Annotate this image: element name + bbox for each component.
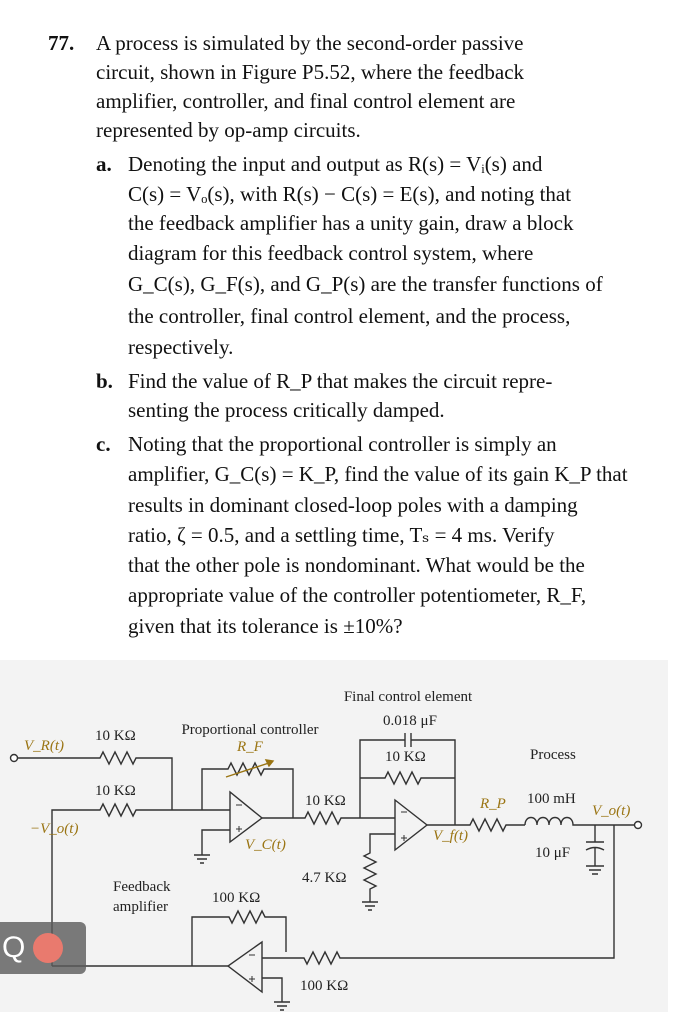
fce-input-resistor	[262, 812, 395, 824]
controller-opamp	[230, 792, 262, 842]
fce-opamp	[395, 800, 427, 850]
feedback-input-resistor-label: 100 KΩ	[300, 978, 349, 994]
part-a-line: the feedback amplifier has a unity gain, draw a block	[128, 211, 574, 235]
intro-line: circuit, shown in Figure P5.52, where the feedback	[96, 60, 525, 84]
part-c-line: that the other pole is nondominant. What would be the	[128, 553, 585, 577]
feedback-amplifier-label-2: amplifier	[113, 899, 168, 915]
part-c-line: amplifier, G_C(s) = K_P, find the value of its gain K_P that	[128, 462, 628, 486]
part-c-line: appropriate value of the controller potentiometer, R_F,	[128, 583, 587, 607]
part-c-label: c.	[96, 432, 111, 456]
problem-number: 77.	[48, 31, 75, 55]
process-capacitor-label: 10 μF	[535, 845, 571, 861]
inductor-label: 100 mH	[527, 791, 576, 807]
part-a-line: the controller, final control element, and the process,	[128, 304, 571, 328]
ground-resistor	[362, 834, 395, 910]
intro-line: A process is simulated by the second-order passive	[96, 31, 524, 55]
fce-input-resistor-label: 10 KΩ	[305, 793, 346, 809]
fce-feedback-resistor	[360, 772, 455, 784]
record-icon[interactable]	[33, 933, 63, 963]
part-c-line: Noting that the proportional controller is simply an	[128, 432, 557, 456]
input-resistor-1-label: 10 KΩ	[95, 728, 136, 744]
vo-terminal	[635, 822, 642, 829]
feedback-resistor-label: 100 KΩ	[212, 890, 261, 906]
vc-label: V_C(t)	[245, 837, 286, 853]
intro-line: amplifier, controller, and final control element are	[96, 89, 516, 113]
part-b-label: b.	[96, 369, 113, 393]
input-resistor-2-label: 10 KΩ	[95, 783, 136, 799]
proportional-controller-label: Proportional controller	[181, 722, 319, 738]
part-a-line: Denoting the input and output as R(s) = Vᵢ(s) and	[128, 152, 543, 176]
part-b-line: Find the value of R_P that makes the circuit repre-	[128, 369, 553, 393]
vo-label: V_o(t)	[592, 803, 631, 819]
vr-terminal	[11, 755, 18, 762]
part-b-line: senting the process critically damped.	[128, 398, 445, 422]
intro-line: represented by op-amp circuits.	[96, 118, 361, 142]
part-a-line: C(s) = Vₒ(s), with R(s) − C(s) = E(s), and noting that	[128, 182, 572, 206]
final-control-element-label: Final control element	[343, 689, 473, 705]
floating-overlay-button[interactable]	[0, 922, 86, 974]
rf-label: R_F	[237, 739, 263, 755]
rp-label: R_P	[480, 796, 506, 812]
ground-icon	[194, 830, 230, 863]
feedback-amplifier-label-1: Feedback	[113, 879, 171, 895]
part-c-line: results in dominant closed-loop poles with a damping	[128, 493, 578, 517]
fce-capacitor-label: 0.018 μF	[383, 713, 437, 729]
ground-icon	[262, 978, 290, 1010]
overlay-text: Q	[2, 931, 26, 964]
process-capacitor	[586, 825, 604, 874]
fce-capacitor	[405, 733, 411, 747]
part-a-label: a.	[96, 152, 112, 176]
part-c-line: given that its tolerance is ±10%?	[128, 614, 403, 638]
neg-vo-label: −V_o(t)	[30, 821, 79, 837]
fce-feedback-resistor-label: 10 KΩ	[385, 749, 426, 765]
process-label: Process	[530, 747, 576, 763]
part-a-line: diagram for this feedback control system, where	[128, 241, 534, 265]
ground-resistor-label: 4.7 KΩ	[302, 870, 347, 886]
vf-label: V_f(t)	[433, 828, 468, 844]
feedback-opamp	[228, 942, 262, 992]
part-c-line: ratio, ζ = 0.5, and a settling time, Tₛ = 4 ms. Verify	[128, 523, 555, 547]
vr-label: V_R(t)	[24, 738, 64, 754]
input-resistor-1	[17, 752, 172, 810]
part-a-line: G_C(s), G_F(s), and G_P(s) are the transfer functions of	[128, 272, 603, 296]
part-a-line: respectively.	[128, 335, 234, 359]
